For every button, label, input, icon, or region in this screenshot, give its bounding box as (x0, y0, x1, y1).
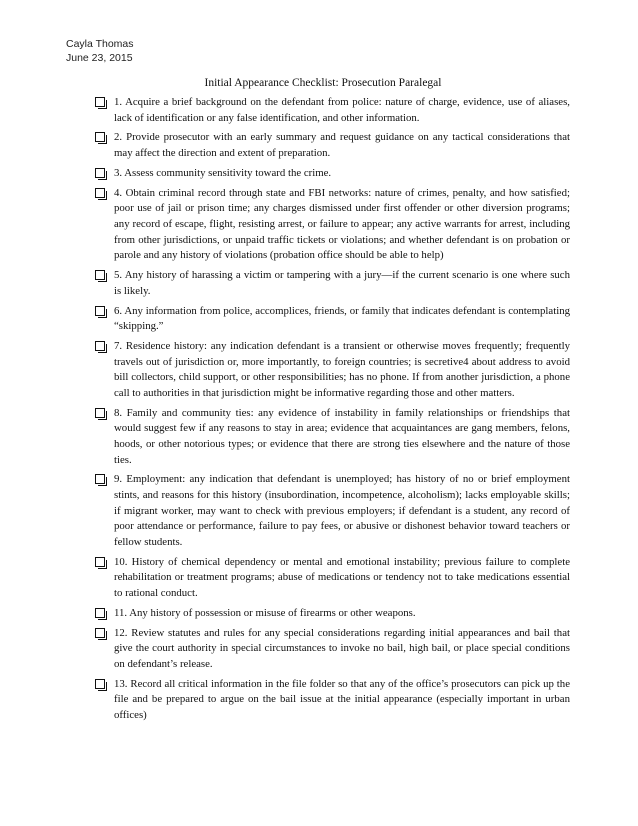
checkbox-icon (95, 628, 105, 638)
checklist-item-1 (95, 95, 570, 126)
checkbox-icon (95, 608, 105, 618)
checklist-item-text: 6. Any information from police, accomplices, friends, or family that indicates defendant is contemplating “skipping.” (114, 304, 570, 333)
checklist (95, 95, 570, 728)
checklist-item-9 (95, 472, 570, 550)
checklist-item-8 (95, 406, 570, 468)
checklist-item-text: 8. Family and community ties: any evidence of instability in family relationships or friendships that would suggest few if any reasons to stay in area; evidence that acquaintances are gang members, felons, hoods, or other notorious types; or evidence that there are strong ties elsewhere and the nature of those ties. (114, 406, 570, 466)
checkbox-icon (95, 557, 105, 567)
checklist-item-3 (95, 166, 570, 182)
document-header (66, 37, 134, 65)
checklist-item-text: 7. Residence history: any indication defendant is a transient or otherwise moves frequently; frequently travels out of jurisdiction or, more importantly, to foreign countries; is secretive4 about address to avoid bill collectors, child support, or other responsibilities; has no phone. If from another jurisdiction, a phone call to authorities in that jurisdiction might be informative regarding those and other matters. (114, 340, 570, 399)
checklist-item-11 (95, 606, 570, 622)
checkbox-icon (95, 679, 105, 689)
checklist-item-10 (95, 555, 570, 602)
checklist-item-13 (95, 677, 570, 724)
checklist-item-text: 11. Any history of possession or misuse of firearms or other weapons. (114, 606, 416, 619)
checklist-item-text: 1. Acquire a brief background on the defendant from police: nature of charge, evidence, use of aliases, lack of identification or any false identification, and other information. (114, 96, 570, 124)
checklist-item-6 (95, 304, 570, 335)
checklist-item-text: 2. Provide prosecutor with an early summary and request guidance on any tactical considerations that may affect the direction and extent of preparation. (114, 131, 570, 160)
checklist-item-text: 9. Employment: any indication that defendant is unemployed; has history of no or brief employment stints, and reasons for this history (insubordination, incompetence, alcoholism); lacks employable skills; if migrant worker, may want to check with previous employers; if defendant is a student, any record of poor attendance or performance, failure to pay fees, or abusive or dishonest behavior toward teachers or fellow students. (114, 473, 570, 548)
checklist-item-text: 12. Review statutes and rules for any special considerations regarding initial appearances and bail that give the court authority in special circumstances to invoke no bail, high bail, or place special conditions on defendant’s release. (114, 626, 570, 670)
checkbox-icon (95, 132, 105, 142)
checkbox-icon (95, 97, 105, 107)
checkbox-icon (95, 306, 105, 316)
checkbox-icon (95, 341, 105, 351)
checkbox-icon (95, 188, 105, 198)
checklist-item-7 (95, 339, 570, 401)
author-name: Cayla Thomas (66, 38, 134, 50)
document-title: Initial Appearance Checklist: Prosecution Paralegal (204, 77, 442, 89)
checklist-item-4 (95, 186, 570, 264)
checkbox-icon (95, 408, 105, 418)
checklist-item-12 (95, 626, 570, 673)
checkbox-icon (95, 270, 105, 280)
checklist-item-text: 5. Any history of harassing a victim or tampering with a jury—if the current scenario is one where such is likely. (114, 269, 570, 297)
checkbox-icon (95, 474, 105, 484)
checklist-item-text: 4. Obtain criminal record through state and FBI networks: nature of crimes, penalty, and how satisfied; poor use of jail or prison time; any charges dismissed under first offender or other diversion programs; any record of escape, flight, resisting arrest, or failure to appear; any active warrants for arrest, including from other jurisdictions, or unpaid traffic tickets or violations; and whether defendant is on probation or parole and any history of violations (probation office should be able to help) (114, 186, 570, 262)
checklist-item-text: 13. Record all critical information in the file folder so that any of the office’s prosecutors can pick up the file and be prepared to argue on the bail issue at the initial appearance (especially important in urban offices) (114, 677, 570, 721)
checklist-item-text: 3. Assess community sensitivity toward the crime. (114, 166, 332, 179)
checklist-item-text: 10. History of chemical dependency or mental and emotional instability; previous failure to complete rehabilitation or treatment programs; abuse of medications or tendency not to take medications essential to rational conduct. (114, 555, 570, 599)
document-date: June 23, 2015 (66, 52, 133, 64)
checklist-item-5 (95, 268, 570, 299)
checkbox-icon (95, 168, 105, 178)
checklist-item-2 (95, 130, 570, 161)
